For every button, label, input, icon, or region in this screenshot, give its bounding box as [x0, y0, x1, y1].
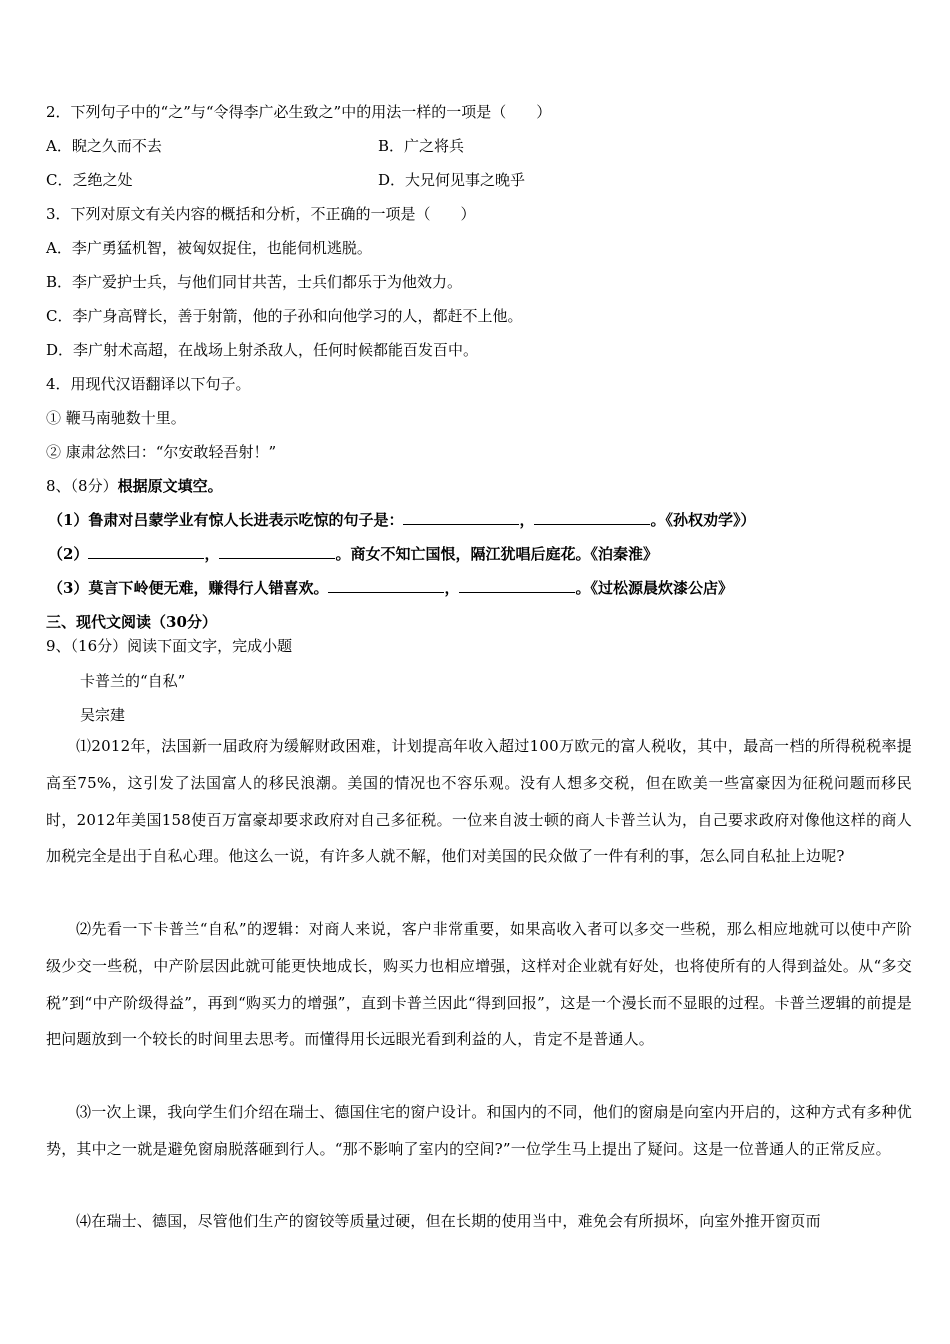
q8-item-1-source: 《孙权劝学》） [665, 511, 756, 529]
punct-comma: ， [444, 579, 460, 597]
q8-item-3-source: 《过松源晨炊漆公店》 [590, 579, 733, 597]
q4-sentence-1: ① 鞭马南驰数十里。 [46, 409, 186, 427]
q8-item-1-text: （1）鲁肃对吕蒙学业有惊人长进表示吃惊的句子是： [48, 511, 404, 529]
q8-heading [46, 476, 223, 496]
article-paragraph-1: ⑴2012年，法国新一届政府为缓解财政困难，计划提高年收入超过100万欧元的富人税收，其中，最高一档的所得税税率提高至75%，这引发了法国富人的移民浪潮。美国的情况也不容乐观。没有人想多交税，但在欧美一些富豪因为征税问题而移民时，2012年美国158使百万富豪却要求政府对自己多征税。一位来自波士顿的商人卡普兰认为，自己要求政府对像他这样的商人加税完全是出于自私心理。他这么一说，有许多人就不解，他们对美国的民众做了一件有利的事，怎么同自私扯上边呢? [46, 737, 912, 866]
article-title: 卡普兰的“自私” [80, 672, 186, 690]
punct-period: 。 [335, 545, 351, 563]
q8-item-3 [48, 578, 733, 598]
q4-stem: 4．用现代汉语翻译以下句子。 [46, 375, 251, 393]
q2-stem: 2．下列句子中的“之”与“令得李广必生致之”中的用法一样的一项是（ ） [46, 103, 552, 121]
q3-option-b: B．李广爱护士兵，与他们同甘共苦，士兵们都乐于为他效力。 [46, 273, 463, 291]
q3-option-a: A．李广勇猛机智，被匈奴捉住，也能伺机逃脱。 [46, 239, 372, 257]
q9-stem: 9、（16分）阅读下面文字，完成小题 [46, 637, 293, 655]
q8-item-1 [48, 510, 756, 530]
fill-blank[interactable] [534, 510, 650, 525]
section-3-title: 三、现代文阅读（30分） [46, 613, 217, 631]
q3-option-d: D．李广射术高超，在战场上射杀敌人，任何时候都能百发百中。 [46, 341, 479, 359]
article-paragraph-2: ⑵先看一下卡普兰“自私”的逻辑：对商人来说，客户非常重要，如果高收入者可以多交一些税，那么相应地就可以使中产阶级少交一些税，中产阶层因此就可能更快地成长，购买力也相应增强，这样对企业就有好处，也将使所有的人得到益处。从“多交税”到“中产阶级得益”，再到“购买力的增强”，直到卡普兰因此“得到回报”，这是一个漫长而不显眼的过程。卡普兰逻辑的前提是把问题放到一个较长的时间里去思考。而懂得用长远眼光看到利益的人，肯定不是普通人。 [46, 920, 912, 1049]
q8-item-3-text: （3）莫言下岭便无难，赚得行人错喜欢。 [48, 579, 329, 597]
fill-blank[interactable] [403, 510, 519, 525]
punct-period: 。 [650, 511, 666, 529]
q3-option-c: C．李广身高臂长，善于射箭，他的子孙和向他学习的人，都赶不上他。 [46, 307, 523, 325]
article-paragraph-3: ⑶一次上课，我向学生们介绍在瑞士、德国住宅的窗户设计。和国内的不同，他们的窗扇是向室内开启的，这种方式有多种优势，其中之一就是避免窗扇脱落砸到行人。“那不影响了室内的空间?”一位学生马上提出了疑问。这是一位普通人的正常反应。 [46, 1103, 913, 1158]
q8-item-2 [48, 544, 658, 564]
q2-option-c: C．乏绝之处 [46, 171, 133, 189]
punct-comma: ， [519, 511, 535, 529]
q3-stem: 3．下列对原文有关内容的概括和分析，不正确的一项是（ ） [46, 205, 476, 223]
fill-blank[interactable] [88, 544, 204, 559]
q8-prefix: 8、（8分） [46, 477, 118, 495]
q2-option-a: A．睨之久而不去 [46, 137, 162, 155]
q8-item-2-text: 商女不知亡国恨，隔江犹唱后庭花。《泊秦淮》 [350, 545, 658, 563]
punct-period: 。 [575, 579, 591, 597]
article-author: 吴宗建 [80, 706, 126, 724]
q2-option-b: B．广之将兵 [378, 137, 465, 155]
fill-blank[interactable] [328, 578, 444, 593]
article-paragraph-4: ⑷在瑞士、德国，尽管他们生产的窗铰等质量过硬，但在长期的使用当中，难免会有所损坏，向室外推开窗页而 [76, 1212, 821, 1230]
fill-blank[interactable] [459, 578, 575, 593]
q8-title: 根据原文填空。 [117, 477, 223, 495]
fill-blank[interactable] [219, 544, 335, 559]
q2-option-d: D．大兄何见事之晚乎 [378, 171, 526, 189]
q4-sentence-2: ② 康肃忿然曰：“尔安敢轻吾射！” [46, 443, 277, 461]
q8-item-2-num: （2） [48, 545, 89, 563]
punct-comma: ， [204, 545, 220, 563]
